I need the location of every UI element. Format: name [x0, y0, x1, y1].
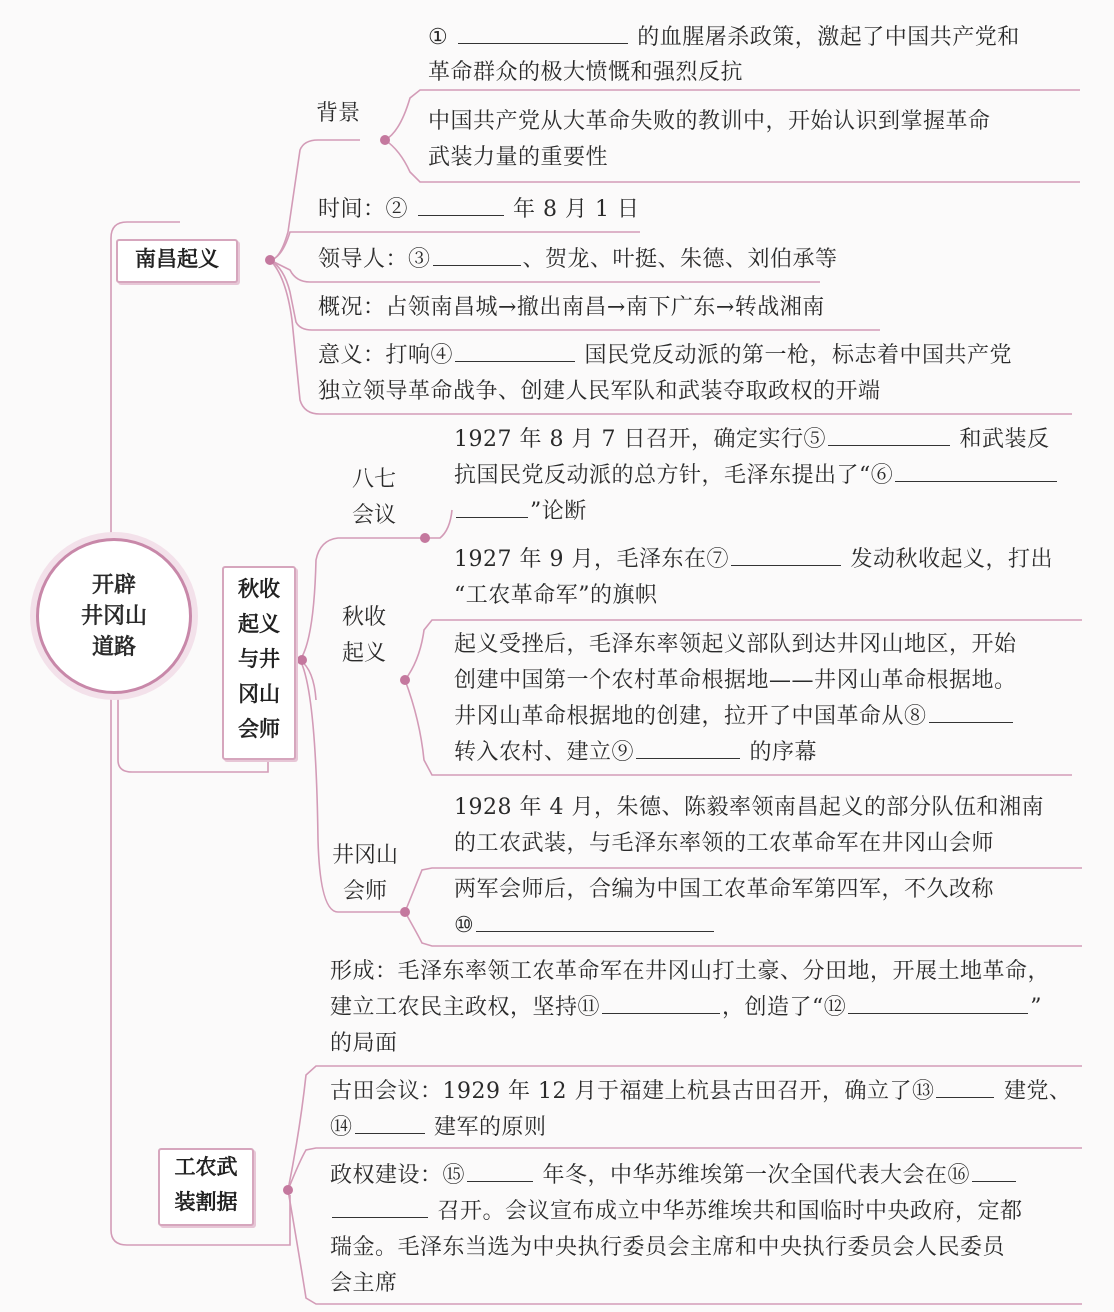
- blank-7: [731, 543, 841, 566]
- baqi-l1-post: 和武装反: [959, 427, 1050, 452]
- branch-qiushou: [222, 566, 296, 760]
- qs2-l4-pre: 转入农村、建立⑨: [454, 740, 635, 765]
- label-qiushou-line: 起义: [342, 641, 387, 666]
- hs2-line2: [454, 908, 716, 944]
- meaning-line2: 独立领导革命战争、创建人民军队和武装夺取政权的开端: [318, 379, 881, 404]
- blank-10: [476, 909, 714, 932]
- branch-qiushou-line: 秋收: [238, 577, 280, 601]
- label-qiushou: [342, 600, 386, 672]
- blank-16: [972, 1159, 1016, 1182]
- branch-nanchang: [116, 239, 238, 283]
- label-qiushou-line: 秋收: [342, 605, 387, 630]
- label-huishi-line: 井冈山: [332, 843, 399, 868]
- gutian-line2: [330, 1110, 547, 1146]
- qs2-line4: [454, 735, 817, 771]
- bg1-line1: [428, 20, 1020, 56]
- blank-3: [433, 243, 521, 266]
- qs2-l3-pre: 井冈山革命根据地的创建，拉开了中国革命从⑧: [454, 704, 927, 729]
- hs1-line1: 1928 年 4 月，朱德、陈毅率领南昌起义的部分队伍和湘南: [454, 795, 1044, 820]
- root-line-1: 开辟: [91, 572, 136, 598]
- time-pre: 时间：②: [318, 197, 409, 222]
- meaning-line1: [318, 338, 1012, 374]
- blank-14: [355, 1111, 425, 1134]
- bg1-line2: 革命群众的极大愤慨和强烈反抗: [428, 60, 744, 85]
- baqi-line3: [454, 494, 587, 530]
- branch-gongnong: [158, 1148, 254, 1226]
- blank-6-cont: [456, 495, 528, 518]
- zq-line3: 瑞金。毛泽东当选为中央执行委员会主席和中央执行委员会人民委员: [330, 1235, 1006, 1260]
- zq-line4: 会主席: [330, 1271, 398, 1296]
- gutian-l2-post: 建军的原则: [434, 1115, 547, 1140]
- blank-4: [455, 339, 575, 362]
- qs1-l1-post: 发动秋收起义，打出: [850, 547, 1053, 572]
- label-baqi: [352, 462, 396, 534]
- time-line: [318, 192, 639, 228]
- zq-line1: [330, 1158, 1018, 1194]
- qs2-line2: 创建中国第一个农村革命根据地——井冈山革命根据地。: [454, 668, 1017, 693]
- leader-pre: 领导人：③: [318, 247, 431, 272]
- blank-11: [602, 991, 720, 1014]
- branch-qiushou-line: 与井: [238, 647, 280, 671]
- branch-gongnong-line: 工农武: [174, 1155, 238, 1179]
- overview-line: 概况：占领南昌城→撤出南昌→南下广东→转战湘南: [318, 295, 825, 320]
- gutian-line1: [330, 1074, 1071, 1110]
- zq-l1-pre: 政权建设：⑮: [330, 1163, 466, 1188]
- hs1-line2: 的工农武装，与毛泽东率领的工农革命军在井冈山会师: [454, 831, 995, 856]
- branch-gongnong-line: 装割据: [174, 1190, 238, 1214]
- leader-post: 、贺龙、叶挺、朱德、刘伯承等: [522, 247, 838, 272]
- blank-9: [636, 736, 740, 759]
- hs2-line1: 两军会师后，合编为中国工农革命军第四军，不久改称: [454, 877, 995, 902]
- blank-1: [458, 21, 628, 44]
- qs2-l4-post: 的序幕: [749, 740, 818, 765]
- bg2-line1: 中国共产党从大革命失败的教训中，开始认识到掌握革命: [428, 109, 991, 134]
- label-beijing: 背景: [316, 101, 361, 126]
- blank-2: [418, 193, 504, 216]
- root-line-3: 道路: [91, 634, 136, 660]
- qs2-line3: [454, 699, 1015, 735]
- root-topic: [36, 538, 192, 694]
- baqi-l3-post: ”论断: [530, 499, 587, 524]
- meaning-post: 国民党反动派的第一枪，标志着中国共产党: [584, 343, 1013, 368]
- form-line3: 的局面: [330, 1031, 398, 1056]
- zq-line2: [330, 1194, 1023, 1230]
- baqi-l2-pre: 抗国民党反动派的总方针，毛泽东提出了“⑥: [454, 463, 894, 488]
- blank-5: [828, 423, 950, 446]
- qs2-line1: 起义受挫后，毛泽东率领起义部队到达井冈山地区，开始: [454, 632, 1017, 657]
- label-baqi-line: 八七: [352, 467, 397, 492]
- zq-l2-post: 召开。会议宣布成立中华苏维埃共和国临时中央政府，定都: [437, 1199, 1023, 1224]
- qs1-line1: [454, 542, 1053, 578]
- baqi-line2: [454, 458, 1059, 494]
- form-line2: [330, 990, 1042, 1026]
- blank-16-cont: [332, 1195, 428, 1218]
- blank-15: [467, 1159, 533, 1182]
- meaning-pre: 意义：打响④: [318, 343, 454, 368]
- leader-line: [318, 242, 838, 278]
- gutian-l1-pre: 古田会议：1929 年 12 月于福建上杭县古田召开，确立了⑬: [330, 1079, 935, 1104]
- blank-13: [936, 1075, 994, 1098]
- branch-qiushou-line: 起义: [238, 612, 280, 636]
- blank-8: [929, 700, 1013, 723]
- label-huishi: [332, 838, 398, 910]
- label-huishi-line: 会师: [343, 879, 388, 904]
- baqi-l1-pre: 1927 年 8 月 7 日召开，确定实行⑤: [454, 427, 826, 452]
- blank-num-1: ①: [428, 25, 449, 50]
- gutian-num: ⑭: [330, 1115, 353, 1140]
- time-post: 年 8 月 1 日: [513, 197, 640, 222]
- form-l2-mid: ，创造了“⑫: [722, 995, 847, 1020]
- branch-nanchang-label: 南昌起义: [135, 247, 219, 271]
- blank-12: [848, 991, 1028, 1014]
- form-l2-post: ”: [1030, 995, 1043, 1020]
- qs1-l1-pre: 1927 年 9 月，毛泽东在⑦: [454, 547, 729, 572]
- hs2-num: ⑩: [454, 913, 475, 938]
- baqi-line1: [454, 422, 1049, 458]
- bg2-line2: 武装力量的重要性: [428, 145, 609, 170]
- qs1-line2: “工农革命军”的旗帜: [454, 583, 658, 608]
- bg1-text: 的血腥屠杀政策，激起了中国共产党和: [637, 25, 1020, 50]
- form-line1: 形成：毛泽东率领工农革命军在井冈山打土豪、分田地，开展土地革命，: [330, 959, 1051, 984]
- label-baqi-line: 会议: [352, 503, 397, 528]
- blank-6: [895, 459, 1057, 482]
- root-line-2: 井冈山: [80, 603, 147, 629]
- zq-l1-mid: 年冬，中华苏维埃第一次全国代表大会在⑯: [542, 1163, 971, 1188]
- form-l2-pre: 建立工农民主政权，坚持⑪: [330, 995, 601, 1020]
- branch-qiushou-line: 冈山: [238, 682, 280, 706]
- branch-qiushou-line: 会师: [238, 717, 280, 741]
- gutian-l1-post: 建党、: [1003, 1079, 1072, 1104]
